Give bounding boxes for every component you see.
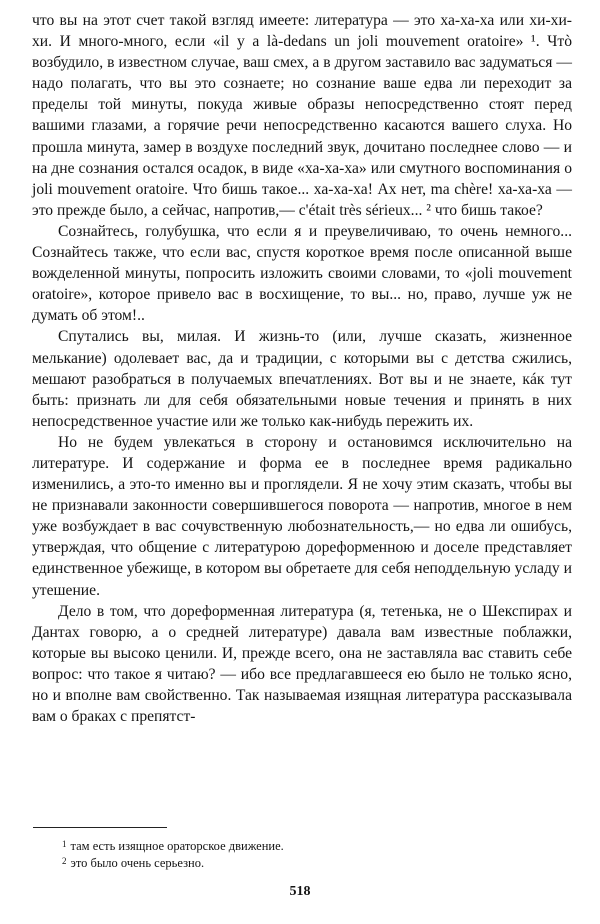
footnote-mark: 2 — [62, 855, 67, 866]
footnotes — [62, 838, 562, 871]
footnote-mark: 1 — [62, 839, 67, 849]
paragraph-2: Сознайтесь, голубушка, что если я и преувеличиваю, то очень немного... Сознайтесь также, что если вас, спустя короткое время после описанной выше вожделенной минуты, попросить изложить своими словами, то «joli mouvement oratoire», которое привело вас в восхищение, то вы... но, право, лучше уж не думать об этом!.. — [32, 222, 572, 325]
footnote-1 — [62, 838, 562, 855]
footnote-text: это было очень серьезно. — [70, 855, 205, 870]
footnote-divider — [33, 827, 167, 828]
footnote-2 — [62, 855, 562, 872]
paragraph-5: Дело в том, что дореформенная литература (я, тетенька, не о Шекспирах и Дантах говорю, а о средней литературе) давала вам известные поблажки, которые вы высоко ценили. И, прежде всего, она не заставляла вас ставить себе вопрос: что такое я читаю? — ибо все предлагавшееся ею было не только ясно, но и вполне вам свойственно. Так называемая изящная литература рассказывала вам о браках с препятст- — [32, 602, 572, 726]
paragraph-3: Спутались вы, милая. И жизнь-то (или, лучше сказать, жизненное мелькание) одолевает вас, да и традиции, с которыми вы с детства сжились, мешают разобраться в получаемых впечатлениях. Вот вы и не знаете, кáк тут быть: признать ли для себя обязательными новые течения и принять в них непосредственное участие или же только как-нибудь пережить их. — [32, 328, 572, 430]
page-number: 518 — [289, 884, 311, 899]
paragraph-4: Но не будем увлекаться в сторону и остановимся исключительно на литературе. И содержание и форма ее в последнее время радикально изменились, а это-то именно вы и проглядели. Я не хочу этим сказать, чтобы вы не признавали законности совершившегося поворота — напротив, многое в нем уже возбуждает в вас сочувственную любознательность,— но едва ли ошибусь, утверждая, что общение с литературою дореформенною и доселе представляет единственное убежище, в котором вы обретаете для себя неподдельную усладу и утешение. — [32, 433, 572, 599]
footnote-text: там есть изящное ораторское движение. — [70, 839, 284, 853]
paragraph-1: что вы на этот счет такой взгляд имеете: литература — это ха-ха-ха или хи-хи-хи. И много-много, если «il y a là-dedans un joli mouvement oratoire» ¹. Чтò возбудило, в известном случае, ваш смех, а в другом заставило вас задуматься — надо полагать, что вы это сознаете; но сознание ваше едва ли переходит за пределы той минуты, покуда живые образы непосредственно стоят перед вашими глазами, а горячие речи непосредственно касаются вашего слуха. Но прошла минута, замер в воздухе последний звук, дочитано последнее слово — и на дне сознания остался осадок, в виде «ха-ха-ха» или смутного воспоминания о joli mouvement oratoire. Что бишь такое... ха-ха-ха! Ах нет, ma chère! ха-ха-ха — это прежде было, а сейчас, напротив,— c'était très sérieux... ² что бишь такое? — [32, 12, 572, 219]
page-body — [32, 10, 572, 727]
